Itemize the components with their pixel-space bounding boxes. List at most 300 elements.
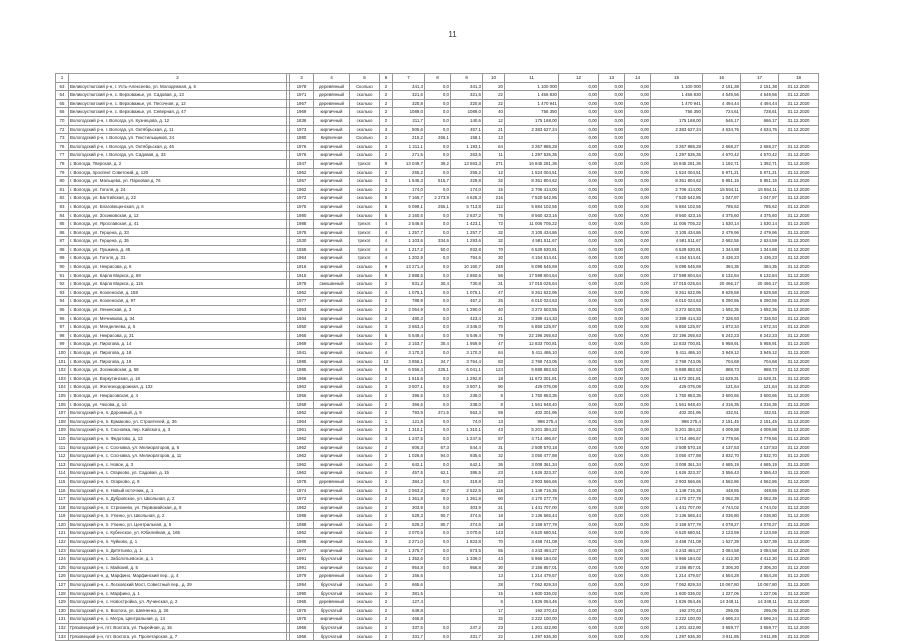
- table-cell: 6 528 630,81: [505, 245, 559, 254]
- table-row: [56, 108, 819, 117]
- table-cell: 5 851,15: [703, 177, 741, 186]
- table-cell: 31.12.2020: [779, 125, 819, 134]
- table-cell: 31: [483, 280, 505, 289]
- table-cell: 3 156 857,01: [505, 563, 559, 572]
- table-cell: 1990: [290, 589, 314, 598]
- table-cell: 10 067,80: [703, 581, 741, 590]
- table-cell: 515,7: [425, 177, 451, 186]
- table-cell: 238,0: [451, 391, 483, 400]
- table-cell: 1 826 064,46: [505, 598, 559, 607]
- table-row: [56, 615, 819, 624]
- table-cell: [425, 598, 451, 607]
- table-cell: 2: [380, 82, 393, 91]
- table-cell: 8 560 423,16: [651, 211, 703, 220]
- table-row: [56, 177, 819, 186]
- table-cell: [425, 615, 451, 624]
- table-cell: 124: [56, 555, 69, 564]
- table-cell: 0,00: [599, 606, 625, 615]
- table-cell: 90,7: [425, 512, 451, 521]
- table-row: [56, 331, 819, 340]
- column-number-cell: 16: [703, 74, 741, 83]
- table-cell: 2 136 665,44: [505, 512, 559, 521]
- table-cell: 92: [56, 280, 69, 289]
- table-cell: 40,7: [425, 486, 451, 495]
- table-cell: 0,00: [559, 314, 599, 323]
- table-cell: 0,00: [625, 331, 651, 340]
- table-cell: 21: [483, 503, 505, 512]
- table-row: [56, 245, 819, 254]
- table-cell: кирпичный: [314, 168, 350, 177]
- column-number-cell: 3: [290, 74, 314, 83]
- table-cell: 32: [483, 228, 505, 237]
- table-cell: 0,00: [559, 486, 599, 495]
- table-cell: 2 860,6: [451, 271, 483, 280]
- table-cell: 60: [483, 495, 505, 504]
- table-cell: 5 201 384,22: [651, 426, 703, 435]
- table-cell: г. Вологда, ул. Зосимовская, д. 12: [69, 211, 287, 220]
- table-cell: 0,00: [599, 134, 625, 143]
- column-number-cell: 10: [483, 74, 505, 83]
- table-cell: сколько: [350, 202, 380, 211]
- table-cell: 3 062,39: [741, 495, 779, 504]
- table-cell: 6 556,4: [393, 366, 425, 375]
- table-row: [56, 237, 819, 246]
- table-cell: 117: [56, 495, 69, 504]
- table-cell: 0,0: [425, 546, 451, 555]
- table-cell: 0,00: [625, 297, 651, 306]
- table-cell: 127: [56, 581, 69, 590]
- table-cell: г. Вологда, ул. Балтийская, д. 22: [69, 194, 287, 203]
- table-cell: 10 067,80: [741, 581, 779, 590]
- table-cell: сколько: [350, 598, 380, 607]
- table-row: [56, 366, 819, 375]
- table-cell: 2: [380, 108, 393, 117]
- table-cell: 2: [380, 512, 393, 521]
- table-cell: 1 441 707,00: [505, 503, 559, 512]
- table-cell: 3: [380, 125, 393, 134]
- table-cell: 211,7: [393, 116, 425, 125]
- table-cell: 334,6: [425, 237, 451, 246]
- table-cell: 15 554,11: [703, 185, 741, 194]
- table-cell: 2 903 566,66: [505, 477, 559, 486]
- table-cell: 216: [483, 194, 505, 203]
- table-cell: кирпичный: [314, 288, 350, 297]
- table-cell: 104: [56, 383, 69, 392]
- table-cell: 70: [483, 245, 505, 254]
- table-cell: 62,1: [425, 469, 451, 478]
- column-number-cell: 14: [625, 74, 651, 83]
- table-row: [56, 512, 819, 521]
- table-cell: 112: [56, 452, 69, 461]
- table-cell: 31.12.2020: [779, 417, 819, 426]
- table-cell: 6 290,55: [741, 297, 779, 306]
- table-cell: сколько: [350, 434, 380, 443]
- table-cell: кирпичный: [314, 434, 350, 443]
- table-cell: 80: [56, 177, 69, 186]
- table-cell: 0,00: [599, 168, 625, 177]
- table-cell: 0,00: [559, 383, 599, 392]
- table-cell: 785,62: [741, 202, 779, 211]
- table-row: [56, 82, 819, 91]
- table-cell: 1962: [290, 185, 314, 194]
- column-number-cell: 8: [425, 74, 451, 83]
- table-cell: 121: [56, 529, 69, 538]
- table-cell: 31.12.2020: [779, 108, 819, 117]
- table-cell: 4 412,30: [741, 555, 779, 564]
- table-cell: трехэт.: [350, 237, 380, 246]
- table-cell: 0,00: [625, 529, 651, 538]
- table-cell: 0,00: [559, 306, 599, 315]
- table-cell: 3 008 361,34: [651, 460, 703, 469]
- table-cell: 0,00: [559, 366, 599, 375]
- table-cell: деревянный: [314, 82, 350, 91]
- table-cell: брусчатый: [314, 606, 350, 615]
- table-cell: 31.12.2020: [779, 409, 819, 418]
- table-cell: сколько: [350, 512, 380, 521]
- table-cell: 174,0: [451, 185, 483, 194]
- table-cell: 2: [380, 391, 393, 400]
- table-cell: 23: [483, 477, 505, 486]
- table-cell: 0,00: [625, 177, 651, 186]
- table-cell: 31.12.2020: [779, 598, 819, 607]
- table-cell: 18: [483, 520, 505, 529]
- table-cell: 13 271,4: [393, 263, 425, 272]
- table-cell: кирпичный: [314, 349, 350, 358]
- table-cell: 31.12.2020: [779, 538, 819, 547]
- table-cell: 0,00: [599, 563, 625, 572]
- table-cell: 0,00: [559, 159, 599, 168]
- table-cell: 2 479,96: [703, 228, 741, 237]
- table-cell: 0,0: [425, 460, 451, 469]
- table-cell: 4 078,27: [741, 520, 779, 529]
- table-cell: 80,7: [425, 520, 451, 529]
- table-cell: 1974: [290, 486, 314, 495]
- table-cell: Вологодский р-н, п. Уткино, ул. Центральная, д. 5: [69, 520, 287, 529]
- table-cell: 31.12.2020: [779, 469, 819, 478]
- table-cell: 107: [56, 409, 69, 418]
- table-cell: 31.12.2020: [779, 211, 819, 220]
- table-cell: 9: [380, 271, 393, 280]
- table-cell: 8: [483, 400, 505, 409]
- table-cell: 3 050 477,88: [505, 452, 559, 461]
- table-cell: 3 389 414,33: [505, 314, 559, 323]
- table-cell: 110: [56, 434, 69, 443]
- table-cell: кирпичный: [314, 297, 350, 306]
- table-cell: 2 888,5: [393, 271, 425, 280]
- table-row: [56, 589, 819, 598]
- table-cell: 3 559,77: [703, 624, 741, 633]
- table-cell: кирпичный: [314, 503, 350, 512]
- table-row: [56, 443, 819, 452]
- table-cell: 31.12.2020: [779, 263, 819, 272]
- table-cell: 7 166,7: [393, 194, 425, 203]
- table-cell: 0,00: [599, 194, 625, 203]
- table-cell: 0,00: [599, 357, 625, 366]
- table-cell: 954,8: [393, 563, 425, 572]
- table-cell: 1980: [290, 134, 314, 143]
- table-cell: 4 562,86: [741, 477, 779, 486]
- table-cell: 0,00: [559, 400, 599, 409]
- table-cell: 0,0: [425, 108, 451, 117]
- table-cell: 9 261 622,95: [651, 288, 703, 297]
- table-cell: Вологодский р-н, с. Новое, д. 3: [69, 460, 287, 469]
- table-cell: кирпичный: [314, 383, 350, 392]
- table-cell: 25: [483, 297, 505, 306]
- table-row: [56, 632, 819, 641]
- table-cell: 384,2: [393, 477, 425, 486]
- table-cell: 1953: [290, 306, 314, 315]
- table-cell: 0,0: [425, 288, 451, 297]
- table-cell: кирпичный: [314, 314, 350, 323]
- table-cell: 65: [56, 99, 69, 108]
- table-cell: 1 202,9: [393, 254, 425, 263]
- table-cell: 4 009,88: [703, 426, 741, 435]
- table-cell: г. Вологда, ул. Благовещенская, д. 6: [69, 202, 287, 211]
- table-cell: 0,00: [599, 245, 625, 254]
- table-cell: 2: [380, 572, 393, 581]
- table-cell: 34,7: [425, 357, 451, 366]
- table-cell: 0,00: [625, 409, 651, 418]
- table-cell: г. Вологда, Тверская, д. 2: [69, 159, 287, 168]
- table-cell: 0,00: [599, 400, 625, 409]
- table-cell: 4 696,24: [703, 615, 741, 624]
- table-cell: г. Вологда, ул. Ленинская, д. 3: [69, 306, 287, 315]
- table-cell: 1978: [290, 280, 314, 289]
- table-cell: г. Вологда, ул. Некрасова, д. 6: [69, 263, 287, 272]
- table-cell: 4 154 514,61: [505, 254, 559, 263]
- table-cell: 2 151,38: [703, 82, 741, 91]
- table-cell: 89: [56, 254, 69, 263]
- table-cell: 0,00: [625, 417, 651, 426]
- table-cell: 116: [56, 486, 69, 495]
- table-cell: 1972: [290, 495, 314, 504]
- table-cell: 0,00: [559, 460, 599, 469]
- table-cell: 1977: [290, 297, 314, 306]
- table-cell: 1 201 422,90: [651, 624, 703, 633]
- table-cell: 23: [483, 469, 505, 478]
- table-cell: г. Вологда, ул. Пирогова, д. 14: [69, 340, 287, 349]
- table-row: [56, 340, 819, 349]
- table-cell: кирпичный: [314, 426, 350, 435]
- table-cell: 3: [380, 434, 393, 443]
- table-cell: кирпичный: [314, 538, 350, 547]
- table-cell: 0,00: [625, 288, 651, 297]
- table-cell: кирпичный: [314, 409, 350, 418]
- table-cell: 0,00: [559, 374, 599, 383]
- table-cell: 0,00: [559, 340, 599, 349]
- table-cell: 1 524 004,51: [651, 168, 703, 177]
- table-row: [56, 477, 819, 486]
- table-cell: кирпичный: [314, 331, 350, 340]
- table-row: [56, 503, 819, 512]
- table-cell: г. Вологда, ул. Пирогова, д. 18: [69, 349, 287, 358]
- table-cell: 31.12.2020: [779, 245, 819, 254]
- table-cell: 31.12.2020: [779, 400, 819, 409]
- table-cell: 467,2: [451, 297, 483, 306]
- table-cell: 0,00: [599, 177, 625, 186]
- table-cell: 642,1: [393, 460, 425, 469]
- table-cell: кирпичный: [314, 615, 350, 624]
- table-cell: 4 494,44: [741, 99, 779, 108]
- table-cell: 0,00: [625, 271, 651, 280]
- table-cell: 1 456 830: [505, 91, 559, 100]
- table-cell: 649,8: [393, 606, 425, 615]
- table-cell: 2: [380, 624, 393, 633]
- table-cell: 106: [56, 400, 69, 409]
- table-cell: 0,0: [425, 211, 451, 220]
- table-cell: 2 508 570,18: [505, 443, 559, 452]
- table-cell: 1 515,6: [393, 374, 425, 383]
- table-cell: 31.12.2020: [779, 237, 819, 246]
- table-cell: 2 123,59: [741, 529, 779, 538]
- table-cell: 0,0: [425, 563, 451, 572]
- table-cell: 63: [56, 82, 69, 91]
- table-cell: г. Вологда, ул. Гоголя, д. 24: [69, 185, 287, 194]
- table-cell: 0,0: [425, 228, 451, 237]
- table-cell: 3 832,70: [741, 452, 779, 461]
- table-cell: 31.12.2020: [779, 486, 819, 495]
- table-cell: 118: [483, 486, 505, 495]
- table-cell: 108: [56, 417, 69, 426]
- column-number-cell: 12: [559, 74, 599, 83]
- table-cell: 0,00: [625, 400, 651, 409]
- table-cell: сколько: [350, 357, 380, 366]
- table-cell: 1 227,06: [703, 589, 741, 598]
- table-cell: Вологодский р-н, с. Сосновка, ул. Мелиораторов, д. 6: [69, 443, 287, 452]
- table-cell: 1 257,7: [451, 228, 483, 237]
- table-cell: 1962: [290, 503, 314, 512]
- table-cell: 64: [483, 349, 505, 358]
- table-cell: 0,00: [625, 349, 651, 358]
- table-cell: 321,6: [393, 91, 425, 100]
- table-cell: 1 297 536,30: [505, 632, 559, 641]
- table-cell: 97: [56, 323, 69, 332]
- table-cell: 3 559,77: [741, 624, 779, 633]
- table-cell: 0,00: [625, 99, 651, 108]
- table-cell: 59: [483, 409, 505, 418]
- table-cell: 0,00: [559, 615, 599, 624]
- table-cell: 1975: [290, 615, 314, 624]
- table-cell: 1967: [290, 99, 314, 108]
- table-cell: 18: [483, 374, 505, 383]
- table-cell: 0,00: [625, 555, 651, 564]
- table-cell: 1 530,14: [703, 220, 741, 229]
- table-cell: [451, 598, 483, 607]
- table-cell: 432,51: [741, 409, 779, 418]
- table-cell: 3 832,70: [703, 452, 741, 461]
- table-cell: 9 261 622,95: [505, 288, 559, 297]
- table-cell: кирпичный: [314, 245, 350, 254]
- table-cell: 0,00: [559, 177, 599, 186]
- table-cell: 2 668,27: [703, 142, 741, 151]
- table-cell: 13: [483, 417, 505, 426]
- table-cell: кирпичный: [314, 125, 350, 134]
- table-cell: 31.12.2020: [779, 452, 819, 461]
- table-cell: 43: [483, 555, 505, 564]
- table-cell: 2 151,45: [741, 417, 779, 426]
- table-cell: 22: [483, 99, 505, 108]
- table-cell: 0,00: [599, 220, 625, 229]
- table-cell: 3 556,43: [703, 469, 741, 478]
- table-cell: 22 196 265,63: [651, 331, 703, 340]
- table-cell: 0,0: [425, 349, 451, 358]
- table-cell: 0,00: [559, 503, 599, 512]
- table-cell: 0,0: [425, 314, 451, 323]
- table-cell: 20 466,17: [703, 280, 741, 289]
- table-cell: 5 958,91: [741, 340, 779, 349]
- table-cell: 30,4: [425, 280, 451, 289]
- table-cell: 0,00: [599, 469, 625, 478]
- table-cell: 0,00: [559, 125, 599, 134]
- table-cell: 3 468 741,08: [505, 538, 559, 547]
- table-cell: 113: [56, 460, 69, 469]
- table-cell: 321,6: [451, 91, 483, 100]
- table-cell: сколько: [350, 331, 380, 340]
- table-row: [56, 211, 819, 220]
- table-cell: 1558: [290, 245, 314, 254]
- table-cell: деревянный: [314, 91, 350, 100]
- table-cell: 0,0: [425, 400, 451, 409]
- table-cell: кирпичный: [314, 374, 350, 383]
- table-cell: 546,17: [703, 116, 741, 125]
- table-cell: кирпичный: [314, 357, 350, 366]
- table-cell: трехэт.: [350, 254, 380, 263]
- table-cell: 1 292,8: [451, 374, 483, 383]
- table-cell: 3 911,85: [741, 632, 779, 641]
- table-cell: 2: [380, 443, 393, 452]
- table-cell: 0,00: [625, 134, 651, 143]
- table-cell: 4 670,42: [741, 151, 779, 160]
- table-cell: 0,0: [425, 391, 451, 400]
- table-cell: 7 326,93: [741, 314, 779, 323]
- table-cell: трехэт.: [350, 245, 380, 254]
- table-cell: 31.12.2020: [779, 151, 819, 160]
- table-cell: Вологодский р-н, с. Майский, д. 5: [69, 563, 287, 572]
- table-cell: сколько: [350, 297, 380, 306]
- table-cell: 0,0: [425, 99, 451, 108]
- table-cell: 381,5: [393, 589, 425, 598]
- table-cell: 31.12.2020: [779, 202, 819, 211]
- table-cell: 175 168,00: [505, 116, 559, 125]
- table-cell: [451, 581, 483, 590]
- table-cell: 4 375,60: [703, 211, 741, 220]
- table-row: [56, 228, 819, 237]
- table-cell: 0,00: [599, 314, 625, 323]
- table-cell: 121,64: [703, 383, 741, 392]
- table-cell: 98: [56, 331, 69, 340]
- table-cell: сколько: [350, 503, 380, 512]
- table-cell: 67,3: [425, 443, 451, 452]
- table-cell: 873,5: [451, 546, 483, 555]
- table-cell: 1 470 941: [651, 99, 703, 108]
- table-cell: 1978: [290, 82, 314, 91]
- table-cell: 0,0: [425, 632, 451, 641]
- table-cell: 0,00: [625, 469, 651, 478]
- column-number-cell: 15: [651, 74, 703, 83]
- table-cell: 0,00: [625, 82, 651, 91]
- table-cell: 0,00: [625, 486, 651, 495]
- table-cell: 704,68: [741, 357, 779, 366]
- table-cell: 0,00: [599, 297, 625, 306]
- table-cell: 2 508 570,18: [651, 443, 703, 452]
- table-cell: 1971: [290, 91, 314, 100]
- table-cell: 4 170 277,78: [651, 495, 703, 504]
- table-cell: кирпичный: [314, 202, 350, 211]
- table-cell: 3 507,1: [451, 383, 483, 392]
- table-cell: 78: [56, 159, 69, 168]
- table-cell: 0,00: [599, 546, 625, 555]
- table-cell: 0,00: [599, 366, 625, 375]
